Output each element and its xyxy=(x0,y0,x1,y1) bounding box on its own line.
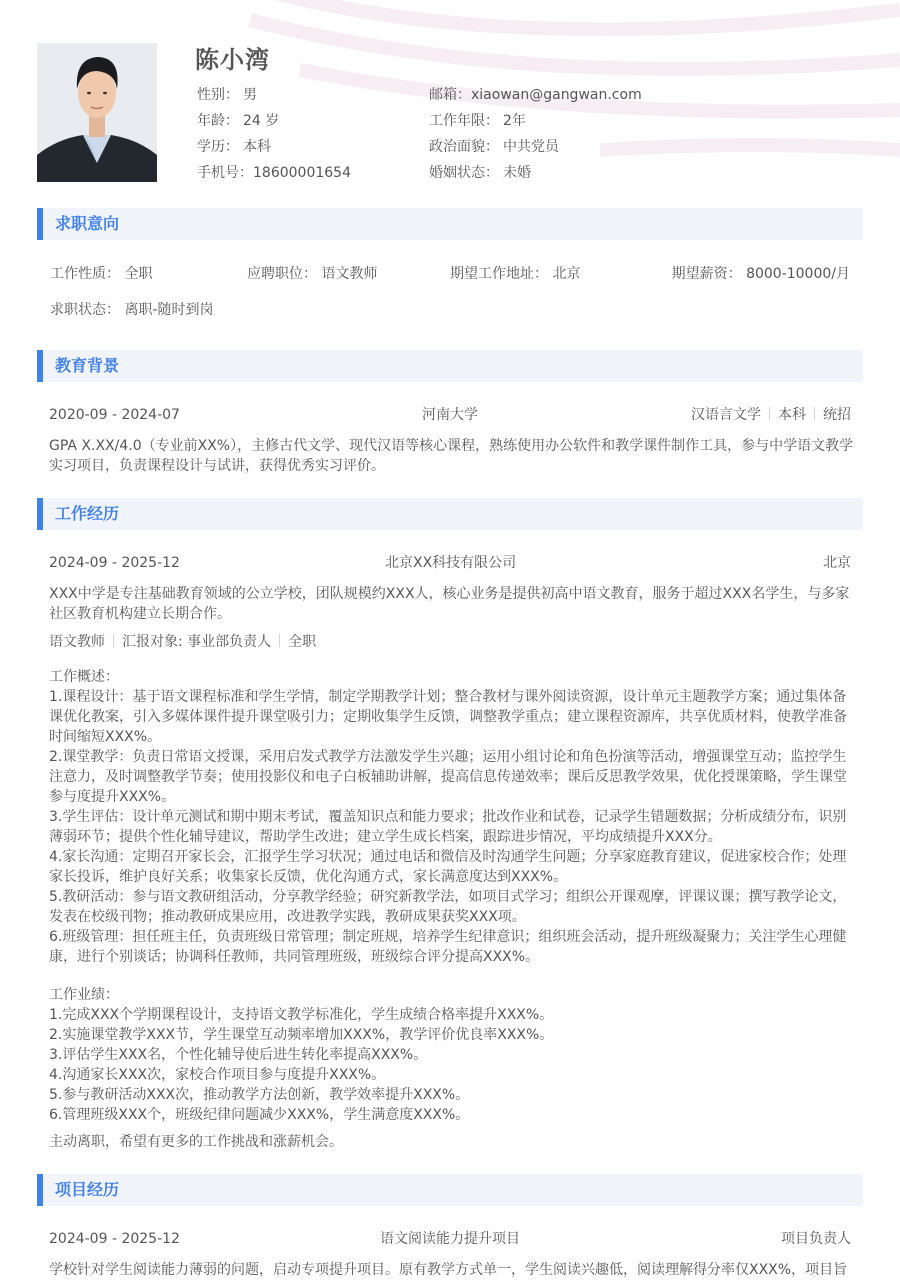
info-education-label: 学历： xyxy=(197,139,239,155)
tag-separator xyxy=(113,634,114,647)
education-dates: 2020-09 - 2024-07 xyxy=(49,407,180,423)
work-leave-reason: 主动离职，希望有更多的工作挑战和涨薪机会。 xyxy=(49,1134,343,1150)
info-age xyxy=(197,112,279,130)
info-gender xyxy=(197,86,257,104)
candidate-name: 陈小湾 xyxy=(195,46,270,74)
intent-position-label: 应聘职位： xyxy=(247,266,317,282)
work-role: 语文教师 xyxy=(49,634,105,650)
intent-salary-label: 期望薪资： xyxy=(671,266,742,282)
section-header-work xyxy=(37,498,863,530)
section-title-education: 教育背景 xyxy=(55,356,120,375)
info-email-value[interactable]: xiaowan@gangwan.com xyxy=(471,87,642,103)
intent-location xyxy=(450,265,580,283)
work-achievements: 工作业绩： 1.完成XXX个学期课程设计，支持语文教学标准化，学生成绩合格率提升XXX%。 2.实施课堂教学XXX节，学生课堂互动频率增加XXX%，教学评价优良率XXX%。 3.评估学生XXX名，个性化辅导使后进生转化率提高XXX%。 4.沟通家长XXX次，家校合作项目参与度提升XXX%。 5.参与教研活动XXX次，推动教学方法创新，教学效率提升XXX%。 6.管理班级XXX个，班级纪律问题减少XXX%，学生满意度XXX%。 xyxy=(49,987,554,1123)
info-political-value: 中共党员 xyxy=(503,139,559,155)
work-report-to: 汇报对象: 事业部负责人 xyxy=(122,634,272,650)
intent-salary xyxy=(672,265,850,283)
info-phone xyxy=(197,164,351,182)
intent-status-label: 求职状态： xyxy=(50,302,120,318)
section-title-work: 工作经历 xyxy=(55,504,120,523)
info-political-label: 政治面貌： xyxy=(429,139,499,155)
intent-location-label: 期望工作地址： xyxy=(450,266,548,282)
section-header-project xyxy=(37,1174,863,1206)
info-work-years xyxy=(429,112,526,130)
project-name: 语文阅读能力提升项目 xyxy=(380,1231,520,1247)
work-dates: 2024-09 - 2025-12 xyxy=(49,555,180,571)
section-title-project: 项目经历 xyxy=(55,1180,120,1199)
tag-separator xyxy=(769,407,770,420)
section-accent-bar xyxy=(37,498,43,530)
info-work-years-label: 工作年限： xyxy=(429,113,499,129)
section-header-intent xyxy=(37,208,863,240)
intent-nature xyxy=(50,265,152,283)
section-accent-bar xyxy=(37,208,43,240)
section-accent-bar xyxy=(37,1174,43,1206)
education-major: 汉语言文学 xyxy=(691,407,761,423)
intent-nature-value: 全职 xyxy=(124,266,153,282)
info-gender-label: 性别： xyxy=(197,87,239,103)
info-age-value: 24 岁 xyxy=(243,113,280,129)
intent-salary-value: 8000-10000/月 xyxy=(746,266,850,282)
work-tags xyxy=(49,633,316,651)
section-accent-bar xyxy=(37,350,43,382)
project-dates: 2024-09 - 2025-12 xyxy=(49,1231,180,1247)
work-company: 北京XX科技有限公司 xyxy=(385,555,517,571)
intent-position-value: 语文教师 xyxy=(321,266,378,282)
tag-separator xyxy=(814,407,815,420)
section-title-intent: 求职意向 xyxy=(55,214,120,233)
education-tags xyxy=(691,406,851,424)
info-marital xyxy=(429,164,531,182)
work-company-intro: XXX中学是专注基础教育领域的公立学校，团队规模约XXX人，核心业务是提供初高中语文教育，服务于超过XXX名学生，与多家社区教育机构建立长期合作。 xyxy=(49,586,850,622)
intent-status-value: 离职-随时到岗 xyxy=(124,302,214,318)
tag-separator xyxy=(279,634,280,647)
info-marital-value: 未婚 xyxy=(503,165,531,181)
section-header-education xyxy=(37,350,863,382)
profile-photo xyxy=(37,43,157,182)
info-age-label: 年龄： xyxy=(197,113,239,129)
intent-position xyxy=(247,265,377,283)
work-overview: 工作概述： 1.课程设计：基于语文课程标准和学生学情，制定学期教学计划；整合教材与课外阅读资源，设计单元主题教学方案；通过集体备课优化教案，引入多媒体课件提升课堂吸引力；定期收集学生反馈，调整教学重点；建立课程资源库，共享优质材料，使教学准备时间缩短XXX%。 2.课堂教学：负责日常语文授课，采用启发式教学方法激发学生兴趣；运用小组讨论和角色扮演等活动，增强课堂互动；监控学生注意力，及时调整教学节奏；使用投影仪和电子白板辅助讲解，提高信息传递效率；课后反思教学效果，优化授课策略，学生课堂参与度提升XXX%。 3.学生评估：设计单元测试和期中期末考试，覆盖知识点和能力要求；批改作业和试卷，记录学生错题数据；分析成绩分布，识别薄弱环节；提供个性化辅导建议，帮助学生改进；建立学生成长档案，跟踪进步情况，平均成绩提升XXX分。 4.家长沟通：定期召开家长会，汇报学生学习状况；通过电话和微信及时沟通学生问题；分享家庭教育建议，促进家校合作；处理家长投诉，维护良好关系；收集家长反馈，优化沟通方式，家长满意度达到XXX%。 5.教研活动：参与语文教研组活动，分享教学经验；研究新教学法，如项目式学习；组织公开课观摩，评课议课；撰写教学论文，发表在校级刊物；推动教研成果应用，改进教学实践，教研成果获奖XXX项。 6.班级管理：担任班主任，负责班级日常管理；制定班规，培养学生纪律意识；组织班会活动，提升班级凝聚力；关注学生心理健康，进行个别谈话；协调科任教师，共同管理班级，班级综合评分提高XXX%。 xyxy=(49,669,847,965)
education-degree: 本科 xyxy=(778,407,806,423)
work-city: 北京 xyxy=(823,555,851,571)
info-email xyxy=(429,86,642,104)
project-description: 学校针对学生阅读能力薄弱的问题，启动专项提升项目。原有教学方式单一，学生阅读兴趣低，阅读理解得分率仅XXX%，项目旨 xyxy=(49,1262,848,1278)
info-gender-value: 男 xyxy=(243,87,257,103)
info-phone-value: 18600001654 xyxy=(253,165,351,181)
project-role: 项目负责人 xyxy=(781,1231,851,1247)
education-school: 河南大学 xyxy=(422,407,478,423)
info-education xyxy=(197,138,271,156)
intent-location-value: 北京 xyxy=(552,266,581,282)
info-marital-label: 婚姻状态： xyxy=(429,165,499,181)
info-political xyxy=(429,138,559,156)
education-type: 统招 xyxy=(823,407,851,423)
education-description: GPA X.XX/4.0（专业前XX%），主修古代文学、现代汉语等核心课程，熟练使用办公软件和教学课件制作工具，参与中学语文教学实习项目，负责课程设计与试讲，获得优秀实习评价。 xyxy=(49,438,854,474)
info-work-years-value: 2年 xyxy=(503,113,526,129)
info-education-value: 本科 xyxy=(243,139,271,155)
info-phone-label: 手机号： xyxy=(197,165,253,181)
work-type: 全职 xyxy=(288,634,317,650)
intent-status xyxy=(50,301,214,319)
info-email-label: 邮箱： xyxy=(429,87,471,103)
intent-nature-label: 工作性质： xyxy=(50,266,120,282)
